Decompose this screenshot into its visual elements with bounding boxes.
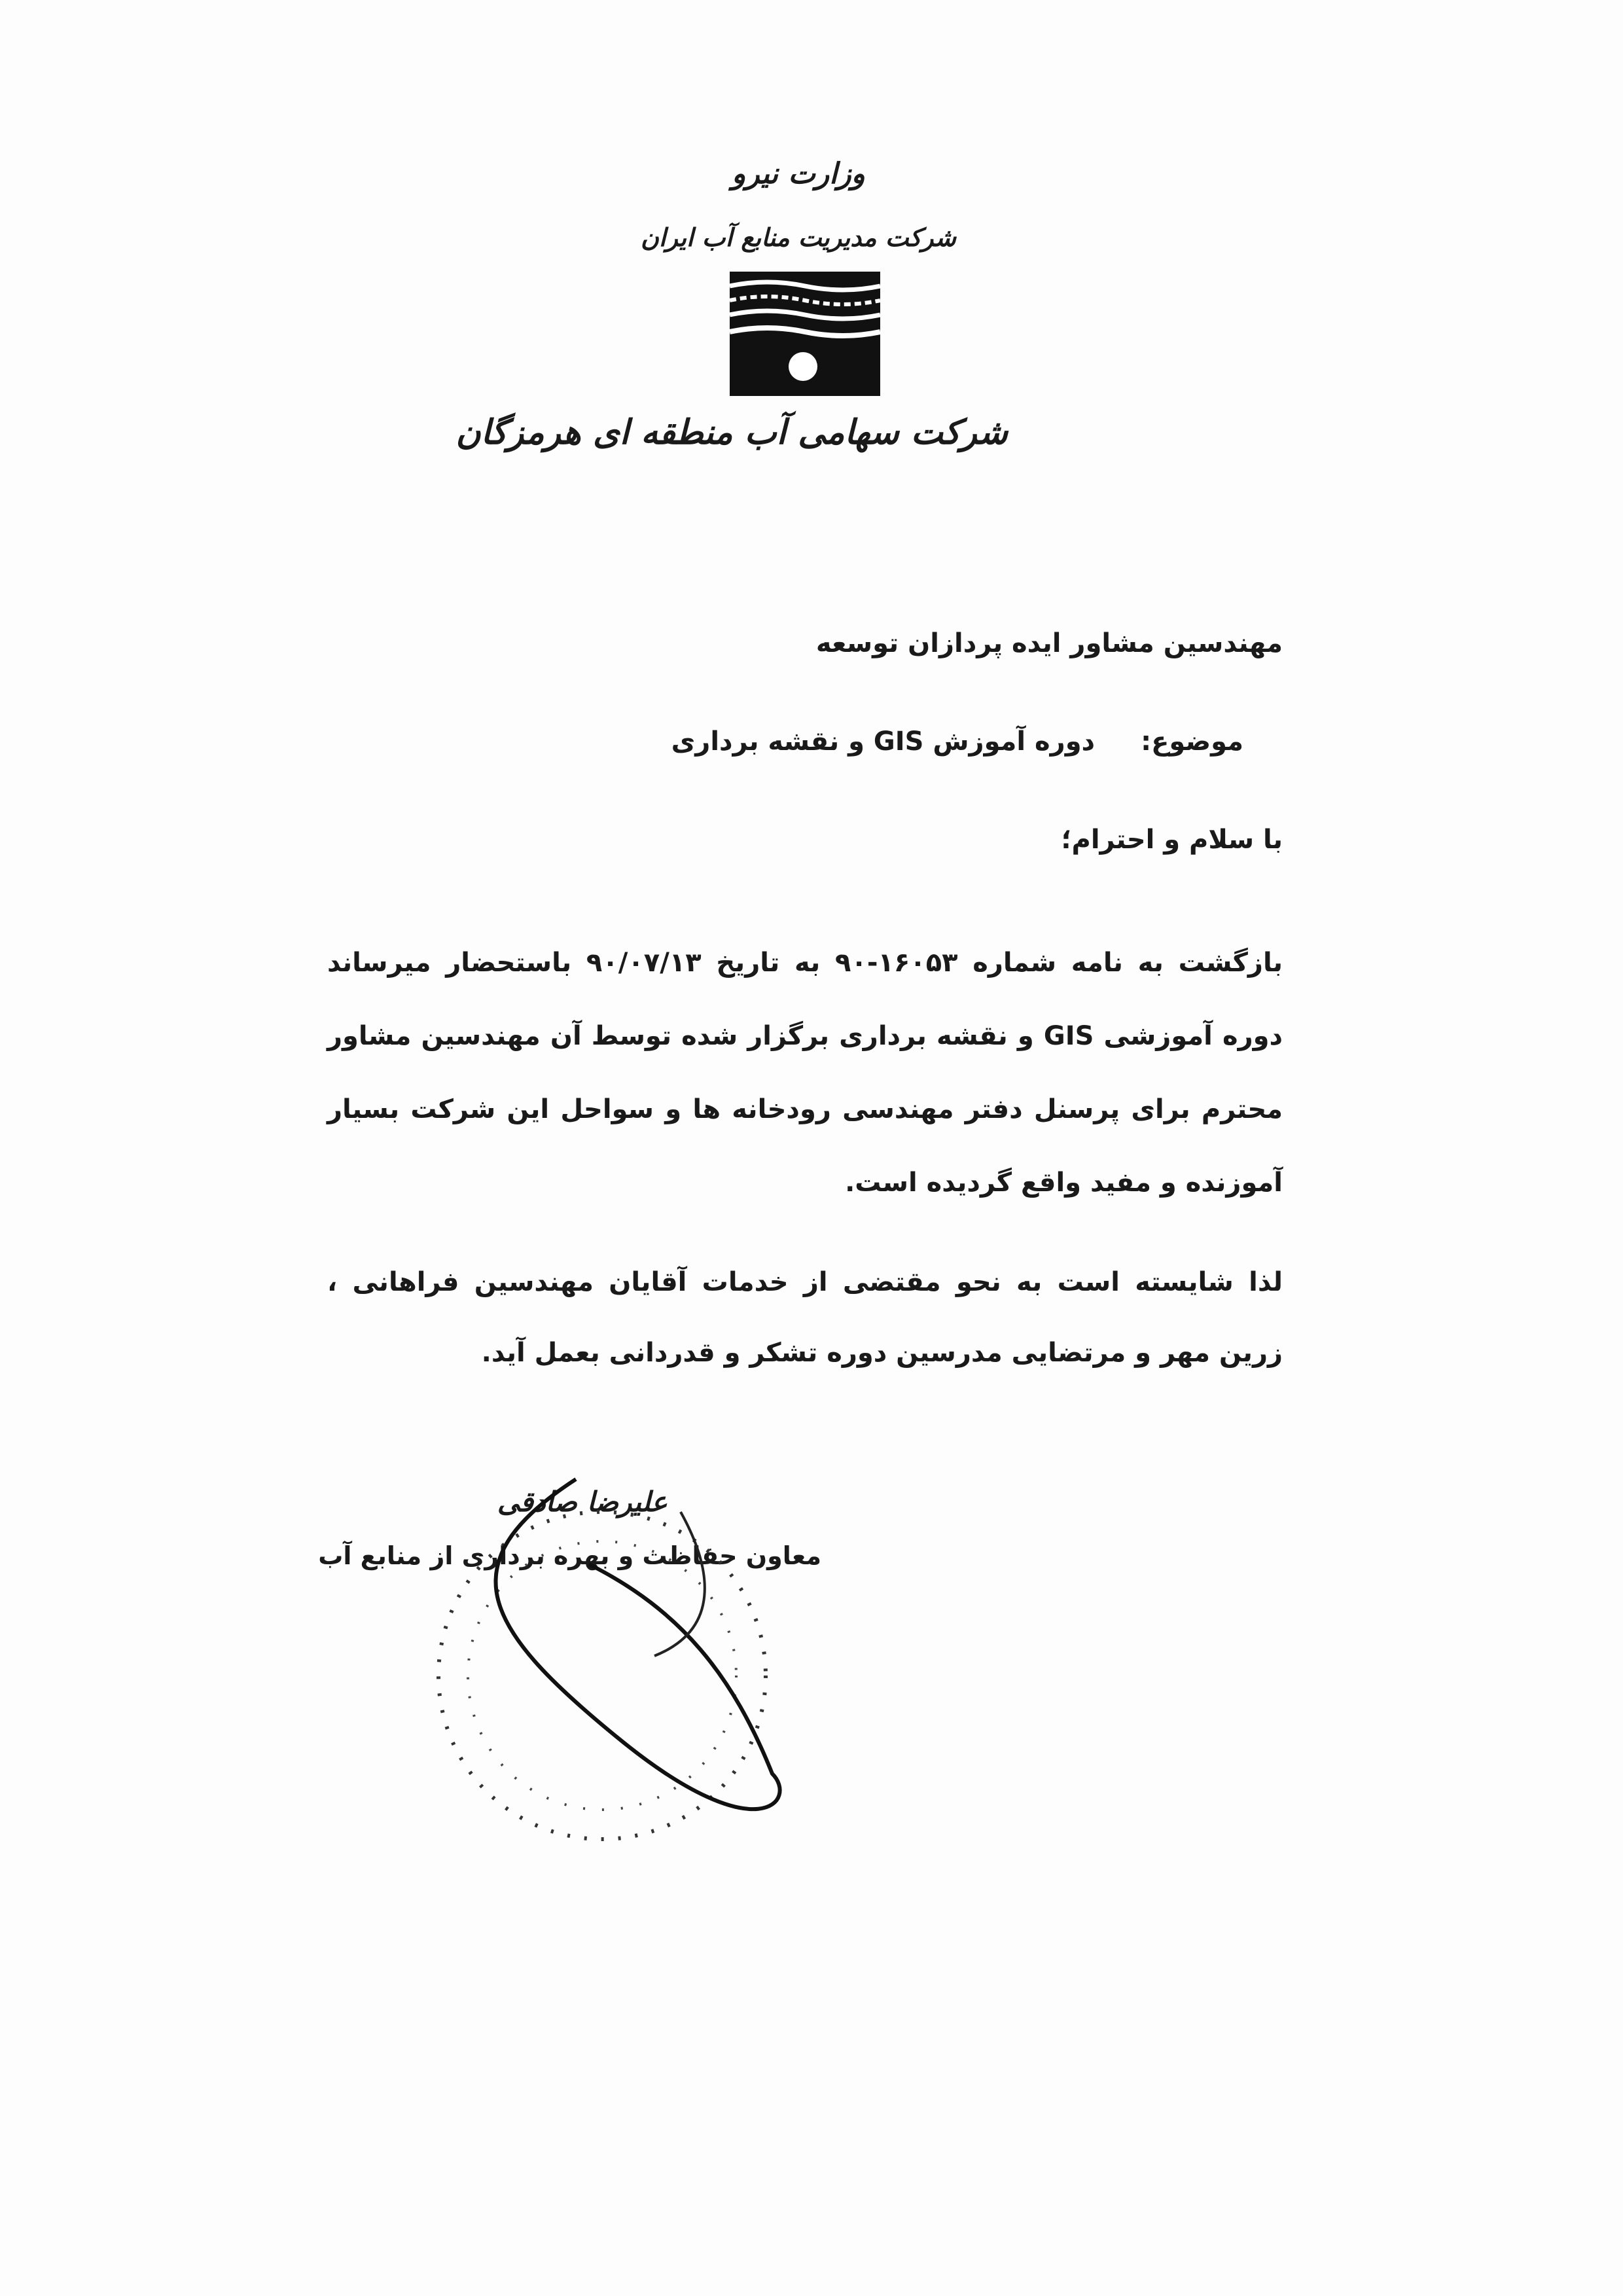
signatory-name: علیرضا صادقی <box>497 1486 668 1518</box>
recipient: مهندسین مشاور ایده پردازان توسعه <box>815 628 1283 658</box>
parent-company-name: شرکت مدیریت منابع آب ایران <box>641 223 956 252</box>
greeting: با سلام و احترام؛ <box>1061 825 1283 855</box>
signature-stamp-icon <box>406 1460 812 1865</box>
company-logo-icon <box>730 272 880 396</box>
signatory-title: معاون حفاظت و بهره برداری از منابع آب <box>318 1541 821 1570</box>
letterhead <box>455 157 1008 497</box>
subject-label: موضوع: <box>1141 726 1243 757</box>
body-paragraph-1: بازگشت به نامه شماره ۱۶۰۵۳-۹۰ به تاریخ ۹۰/۰۷/۱۳ باستحضار میرساند دوره آموزشی GIS و نقشه برداری برگزار شده توسط آن مهندسین مشاور محترم برای پرسنل دفتر مهندسی رودخانه ها و سواحل این شرکت بسیار آموزنده و مفید واقع گردیده است. <box>327 948 1283 1198</box>
subject-row <box>671 726 1243 757</box>
subject-text: دوره آموزش GIS و نقشه برداری <box>671 726 1096 757</box>
regional-company-name: شرکت سهامی آب منطقه ای هرمزگان <box>455 412 1008 452</box>
body-paragraph-2: لذا شایسته است به نحو مقتضی از خدمات آقایان مهندسین فراهانی ، زرین مهر و مرتضایی مدرسین دوره تشکر و قدردانی بعمل آید. <box>327 1267 1283 1368</box>
ministry-name: وزارت نیرو <box>732 157 865 190</box>
